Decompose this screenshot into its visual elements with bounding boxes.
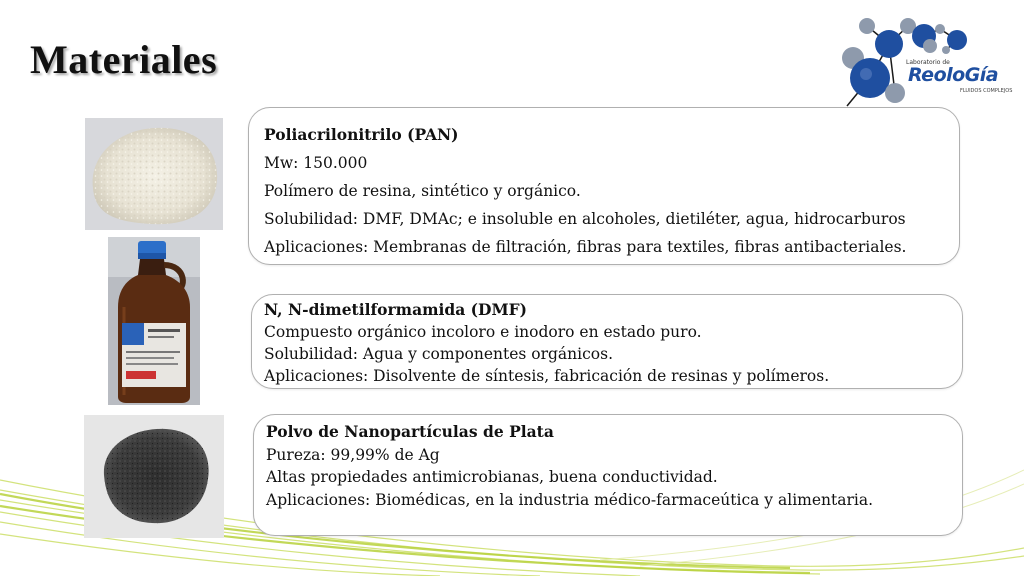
material-line: Polímero de resina, sintético y orgánico.	[264, 182, 581, 200]
logo-small-text: Laboratorio de	[906, 59, 950, 66]
pan-powder-image	[85, 118, 223, 230]
material-line: Mw: 150.000	[264, 154, 368, 172]
material-line: Aplicaciones: Membranas de filtración, fibras para textiles, fibras antibacteriales.	[264, 238, 907, 256]
dmf-bottle-image	[108, 237, 200, 405]
logo-main-text: ReoloGía	[908, 64, 999, 86]
material-line: Compuesto orgánico incoloro e inodoro en estado puro.	[264, 323, 702, 341]
material-card-pan	[248, 107, 960, 265]
material-line: Aplicaciones: Disolvente de síntesis, fabricación de resinas y polímeros.	[264, 367, 830, 385]
material-heading: N, N-dimetilformamida (DMF)	[264, 300, 527, 319]
material-line: Altas propiedades antimicrobianas, buena conductividad.	[266, 468, 718, 486]
material-line: Aplicaciones: Biomédicas, en la industria médico-farmaceútica y alimentaria.	[266, 490, 874, 509]
material-card-dmf	[251, 294, 963, 389]
silver-nanoparticle-powder-image	[84, 415, 224, 538]
material-heading: Polvo de Nanopartículas de Plata	[266, 422, 554, 441]
material-heading: Poliacrilonitrilo (PAN)	[264, 125, 459, 144]
material-line: Pureza: 99,99% de Ag	[266, 445, 440, 464]
material-line: Solubilidad: Agua y componentes orgánicos.	[264, 345, 613, 363]
page-title: Materiales	[30, 37, 218, 82]
material-card-silver	[253, 414, 963, 536]
logo-sub-text: FLUIDOS COMPLEJOS	[960, 88, 1013, 94]
material-line: Solubilidad: DMF, DMAc; e insoluble en alcoholes, dietiléter, agua, hidrocarburos	[264, 210, 906, 228]
